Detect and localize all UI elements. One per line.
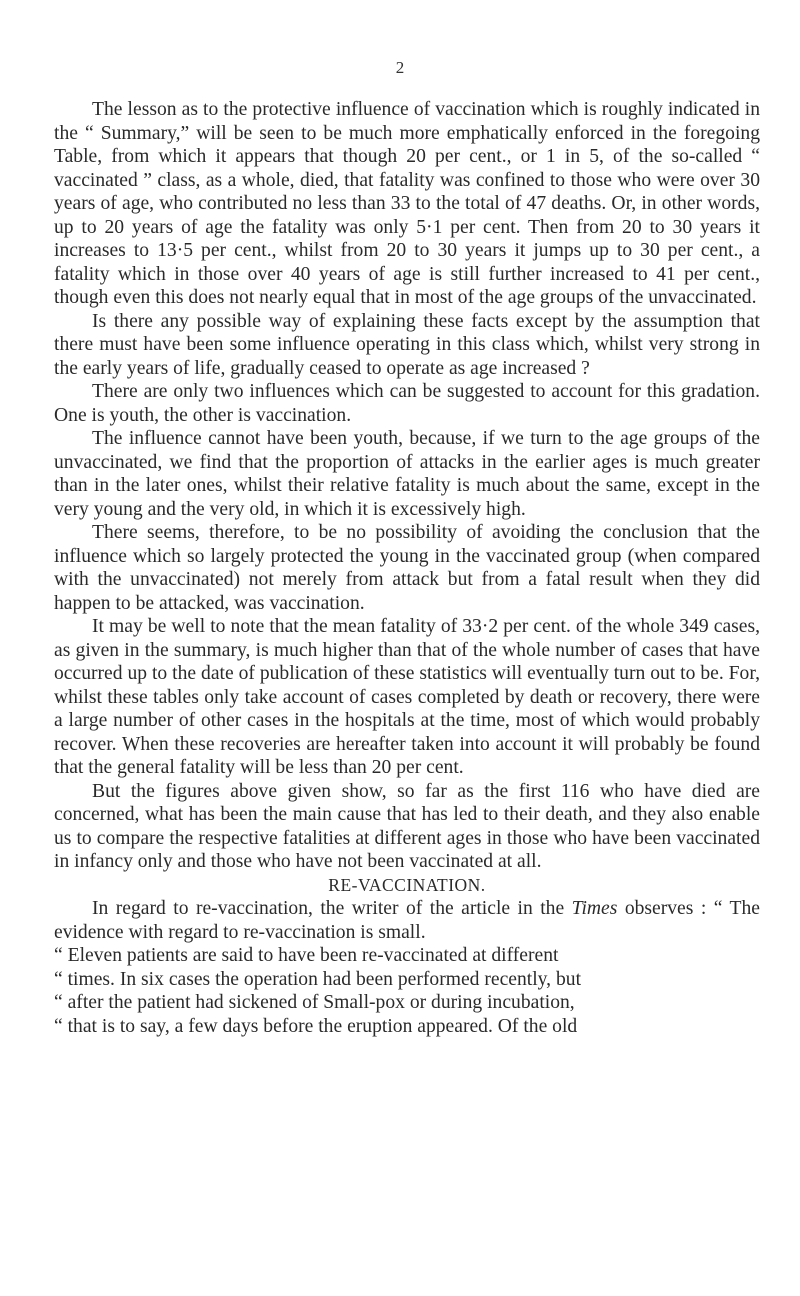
revaccination-lead-in: In regard to re-vaccination, the writer of the article in the <box>92 898 565 919</box>
quote-line: “ after the patient had sickened of Small-pox or during incubation, <box>54 992 575 1013</box>
paragraph-conclusion: There seems, therefore, to be no possibility of avoiding the conclusion that the influence which so largely protected the young in the vaccinated group (when compared with the unvaccinated) not merely from attack but from a fatal result when they did happen to be attacked, was vaccination. <box>54 522 760 614</box>
section-heading-revaccination: RE-VACCINATION. <box>328 874 486 895</box>
paragraph-two-influences: There are only two influences which can be suggested to account for this gradation. One is youth, the other is vaccination. <box>54 381 760 426</box>
revaccination-observes: observes : <box>624 898 707 919</box>
quote-line: “ Eleven patients are said to have been re-vaccinated at different <box>54 945 559 966</box>
paragraph-mean-fatality: It may be well to note that the mean fatality of 33·2 per cent. of the whole 349 cases, as given in the summary, is much higher than that of the whole number of cases that have occurred up to the date of publication of these statistics will eventually turn out to be. For, whilst these tables only take account of cases completed by death or recovery, there were a large number of other cases in the hospitals at the time, most of which would probably recover. When these recoveries are hereafter taken into account it will probably be found that the general fatality will be less than 20 per cent. <box>54 616 760 778</box>
paragraph-revaccination <box>54 897 760 944</box>
paragraph-not-youth: The influence cannot have been youth, because, if we turn to the age groups of the unvaccinated, we find that the proportion of attacks in the earlier ages is much greater than in the later ones, whilst their relative fatality is much about the same, except in the very young and the very old, in which it is excessively high. <box>54 428 760 520</box>
quote-line: “ times. In six cases the operation had been performed recently, but <box>54 968 582 990</box>
page-number: 2 <box>395 58 405 77</box>
quote-line: “ that is to say, a few days before the eruption appeared. Of the old <box>54 1015 578 1037</box>
paragraph-vaccination-lesson: The lesson as to the protective influence of vaccination which is roughly indicated in the “ Summary,” will be seen to be much more emphatically enforced in the foregoing Table, from which it appears that though 20 per cent., or 1 in 5, of the so-called “ vaccinated ” class, as a whole, died, that fatality was confined to those who were over 30 years of age, who contributed no less than 33 to the total of 47 deaths. Or, in other words, up to 20 years of age the fatality was only 5·1 per cent. Then from 20 to 30 years it increases to 13·5 per cent., whilst from 20 to 30 years it jumps up to 30 per cent., a fatality which in those over 40 years of age is still further increased to 41 per cent., though even this does not nearly equal that in most of the age groups of the unvaccinated. <box>54 99 760 308</box>
body-text <box>54 98 760 1038</box>
paragraph-figures-show: But the figures above given show, so far as the first 116 who have died are concerned, what has been the main cause that has led to their death, and they also enable us to compare the respective fatalities at different ages in those who have been vaccinated in infancy only and those who have not been vaccinated at all. <box>54 780 760 872</box>
paragraph-explanation-question: Is there any possible way of explaining these facts except by the assumption that there must have been some influence operating in this class which, whilst very strong in the early years of life, gradually ceased to operate as age increased ? <box>54 310 760 379</box>
publication-title: Times <box>571 898 618 919</box>
quote-opening: “ The evidence with regard to re-vaccination is small. <box>54 898 760 943</box>
